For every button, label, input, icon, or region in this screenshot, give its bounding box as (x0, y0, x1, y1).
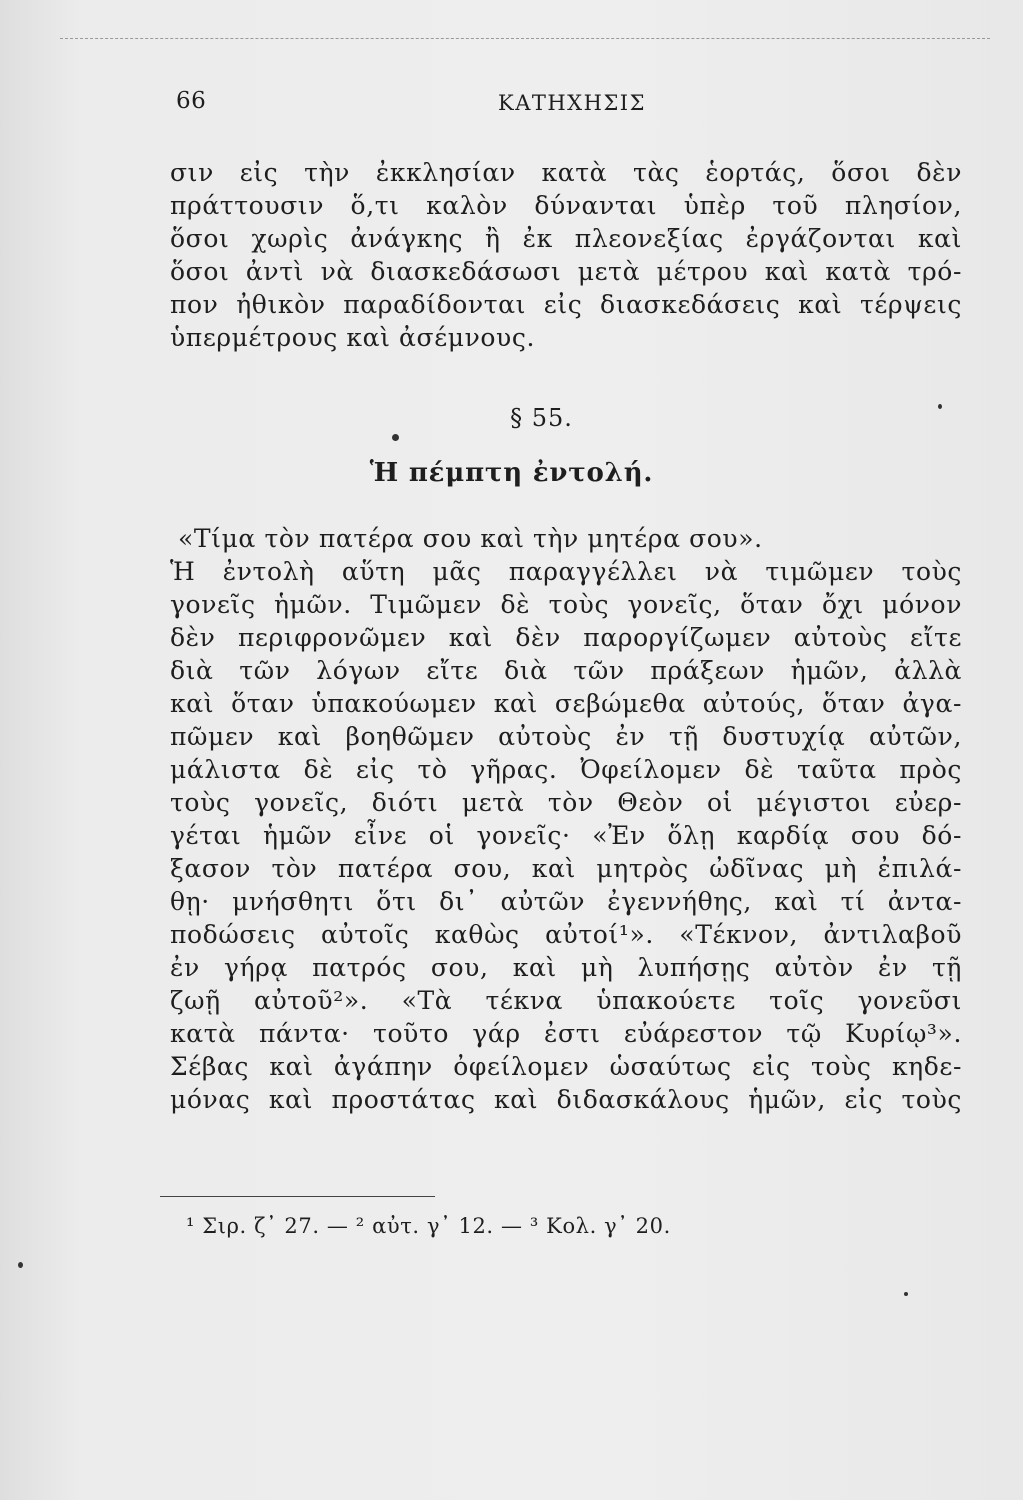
footnote-rule (160, 1196, 435, 1197)
text-line: πῶμεν καὶ βοηθῶμεν αὐτοὺς ἐν τῇ δυστυχίᾳ αὐτῶν, (170, 722, 962, 751)
text-line: Ἡ ἐντολὴ αὕτη μᾶς παραγγέλλει νὰ τιμῶμεν τοὺς (170, 557, 962, 586)
text-line: διὰ τῶν λόγων εἴτε διὰ τῶν πράξεων ἡμῶν, ἀλλὰ (170, 656, 962, 685)
ink-speck (18, 1262, 23, 1268)
text-line: ὅσοι χωρὶς ἀνάγκης ἢ ἐκ πλεονεξίας ἐργάζονται καὶ (170, 224, 962, 253)
text-line: πον ἠθικὸν παραδίδονται εἰς διασκεδάσεις καὶ τέρψεις (170, 290, 962, 319)
text-line: ὑπερμέτρους καὶ ἀσέμνους. (170, 323, 535, 352)
text-line: ξασον τὸν πατέρα σου, καὶ μητρὸς ὠδῖνας μὴ ἐπιλά- (170, 854, 962, 883)
text-line: πράττουσιν ὅ,τι καλὸν δύνανται ὑπὲρ τοῦ πλησίον, (170, 191, 962, 220)
text-line: τοὺς γονεῖς, διότι μετὰ τὸν Θεὸν οἱ μέγιστοι εὐερ- (170, 788, 962, 817)
text-line: γονεῖς ἡμῶν. Τιμῶμεν δὲ τοὺς γονεῖς, ὅταν ὄχι μόνον (170, 590, 962, 619)
text-line: ἐν γήρᾳ πατρός σου, καὶ μὴ λυπήσῃς αὐτὸν ἐν τῇ (170, 953, 962, 982)
text-line: Σέβας καὶ ἀγάπην ὀφείλομεν ὡσαύτως εἰς τοὺς κηδε- (170, 1052, 962, 1081)
continued-paragraph (170, 156, 962, 354)
text-line: δὲν περιφρονῶμεν καὶ δὲν παροργίζωμεν αὐτοὺς εἴτε (170, 623, 962, 652)
text-line: «Τίμα τὸν πατέρα σου καὶ τὴν μητέρα σου». (178, 524, 763, 553)
text-line: σιν εἰς τὴν ἐκκλησίαν κατὰ τὰς ἑορτάς, ὅσοι δὲν (170, 158, 962, 187)
text-line: κατὰ πάντα· τοῦτο γάρ ἐστι εὐάρεστον τῷ Κυρίῳ³». (170, 1019, 962, 1048)
text-line: μόνας καὶ προστάτας καὶ διδασκάλους ἡμῶν, εἰς τοὺς (170, 1085, 962, 1114)
section-paragraph (170, 522, 962, 1116)
text-line: θῃ· μνήσθητι ὅτι δι᾽ αὐτῶν ἐγεννήθης, καὶ τί ἀντα- (170, 887, 962, 916)
page-header (172, 88, 962, 128)
text-line: ὅσοι ἀντὶ νὰ διασκεδάσωσι μετὰ μέτρου καὶ κατὰ τρό- (170, 257, 962, 286)
text-line: καὶ ὅταν ὑπακούωμεν καὶ σεβώμεθα αὐτούς, ὅταν ἀγα- (170, 689, 962, 718)
text-line: ποδώσεις αὐτοῖς καθὼς αὐτοί¹». «Τέκνον, ἀντιλαβοῦ (170, 920, 962, 949)
header-rule (60, 38, 990, 39)
running-head: ΚΑΤΗΧΗΣΙΣ (498, 91, 646, 115)
text-line: μάλιστα δὲ εἰς τὸ γῆρας. Ὀφείλομεν δὲ ταῦτα πρὸς (170, 755, 962, 784)
text-line: γέται ἡμῶν εἶνε οἱ γονεῖς· «Ἐν ὅλῃ καρδίᾳ σου δό- (170, 821, 962, 850)
ink-speck (392, 434, 399, 441)
page-number: 66 (176, 88, 207, 114)
section-title: Ἡ πέμπτη ἐντολή. (369, 458, 654, 488)
section-number: § 55. (510, 404, 573, 432)
ink-speck (938, 404, 942, 409)
footnotes: ¹ Σιρ. ζ᾽ 27. — ² αὐτ. γ᾽ 12. — ³ Κολ. γ᾽ 20. (186, 1214, 671, 1238)
text-line: ζωῇ αὐτοῦ²». «Τὰ τέκνα ὑπακούετε τοῖς γονεῦσι (170, 986, 962, 1015)
ink-speck (904, 1292, 908, 1296)
